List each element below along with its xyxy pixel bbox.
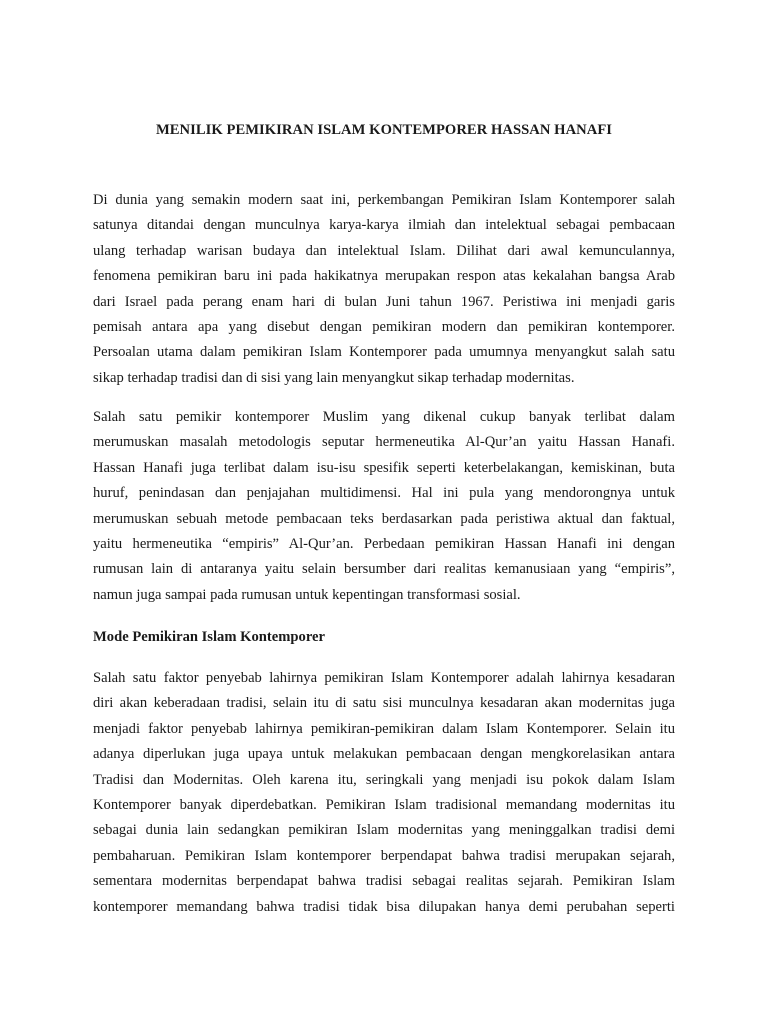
paragraph-line: namun juga sampai pada rumusan untuk kepentingan transformasi sosial. bbox=[93, 586, 521, 603]
paragraph-line: Persoalan utama dalam pemikiran Islam Kontemporer pada umumnya menyangkut salah satu bbox=[93, 344, 675, 361]
paragraph-line: diri akan keberadaan tradisi, selain itu di satu sisi munculnya kesadaran akan modernitas juga bbox=[93, 695, 675, 712]
paragraph-hassan-hanafi bbox=[93, 405, 675, 608]
paragraph-line: fenomena pemikiran baru ini pada hakikatnya merupakan respon atas kekalahan bangsa Arab bbox=[93, 268, 675, 285]
paragraph-line: Hassan Hanafi juga terlibat dalam isu-isu spesifik seperti keterbelakangan, kemiskinan, buta bbox=[93, 459, 675, 476]
paragraph-line: sebagai dunia lain sedangkan pemikiran Islam modernitas yang meninggalkan tradisi demi bbox=[93, 822, 675, 839]
paragraph-line: Kontemporer banyak diperdebatkan. Pemikiran Islam tradisional memandang modernitas itu bbox=[93, 797, 675, 814]
paragraph-line: kontemporer memandang bahwa tradisi tidak bisa dilupakan hanya demi perubahan seperti bbox=[93, 898, 675, 915]
paragraph-line: satunya ditandai dengan munculnya karya-karya ilmiah dan intelektual sebagai pembacaan bbox=[93, 217, 675, 234]
paragraph-line: Tradisi dan Modernitas. Oleh karena itu, seringkali yang menjadi isu pokok dalam Islam bbox=[93, 771, 675, 788]
paragraph-line: Di dunia yang semakin modern saat ini, perkembangan Pemikiran Islam Kontemporer salah bbox=[93, 192, 675, 208]
paragraph-line: menjadi faktor penyebab lahirnya pemikiran-pemikiran dalam Islam Kontemporer. Selain itu bbox=[93, 720, 675, 737]
paragraph-line: huruf, penindasan dan penjajahan multidimensi. Hal ini pula yang mendorongnya untuk bbox=[93, 485, 675, 502]
paragraph-line: pemisah antara apa yang disebut dengan pemikiran modern dan pemikiran kontemporer. bbox=[93, 319, 675, 336]
paragraph-line: yaitu hermeneutika “empiris” Al-Qur’an. Perbedaan pemikiran Hassan Hanafi ini dengan bbox=[93, 536, 675, 553]
paragraph-line: sementara modernitas berpendapat bahwa tradisi sebagai realitas sejarah. Pemikiran Islam bbox=[93, 873, 675, 890]
paragraph-line: pembaharuan. Pemikiran Islam kontemporer berpendapat bahwa tradisi merupakan sejarah, bbox=[93, 847, 675, 864]
paragraph-line: merumuskan masalah metodologis seputar hermeneutika Al-Qur’an yaitu Hassan Hanafi. bbox=[93, 434, 675, 451]
paragraph-line: ulang terhadap warisan budaya dan intelektual Islam. Dilihat dari awal kemunculannya, bbox=[93, 242, 675, 259]
paragraph-line: rumusan lain di antaranya yaitu selain bersumber dari realitas kemanusiaan yang “empiris”, bbox=[93, 561, 675, 578]
paragraph-line: merumuskan sebuah metode pembacaan teks berdasarkan pada peristiwa aktual dan faktual, bbox=[93, 510, 675, 527]
document-title: MENILIK PEMIKIRAN ISLAM KONTEMPORER HASSAN HANAFI bbox=[155, 122, 613, 138]
paragraph-intro bbox=[93, 188, 675, 391]
paragraph-line: sikap terhadap tradisi dan di sisi yang lain menyangkut sikap terhadap modernitas. bbox=[93, 369, 575, 386]
paragraph-mode-pemikiran bbox=[93, 666, 675, 920]
section-heading: Mode Pemikiran Islam Kontemporer bbox=[93, 629, 325, 645]
paragraph-line: dari Israel pada perang enam hari di bulan Juni tahun 1967. Peristiwa ini menjadi garis bbox=[93, 293, 675, 310]
paragraph-line: Salah satu faktor penyebab lahirnya pemikiran Islam Kontemporer adalah lahirnya kesadaran bbox=[93, 670, 675, 686]
paragraph-line: adanya diperlukan juga upaya untuk melakukan pembacaan dengan mengkorelasikan antara bbox=[93, 746, 675, 763]
paragraph-line: Salah satu pemikir kontemporer Muslim yang dikenal cukup banyak terlibat dalam bbox=[93, 409, 675, 425]
